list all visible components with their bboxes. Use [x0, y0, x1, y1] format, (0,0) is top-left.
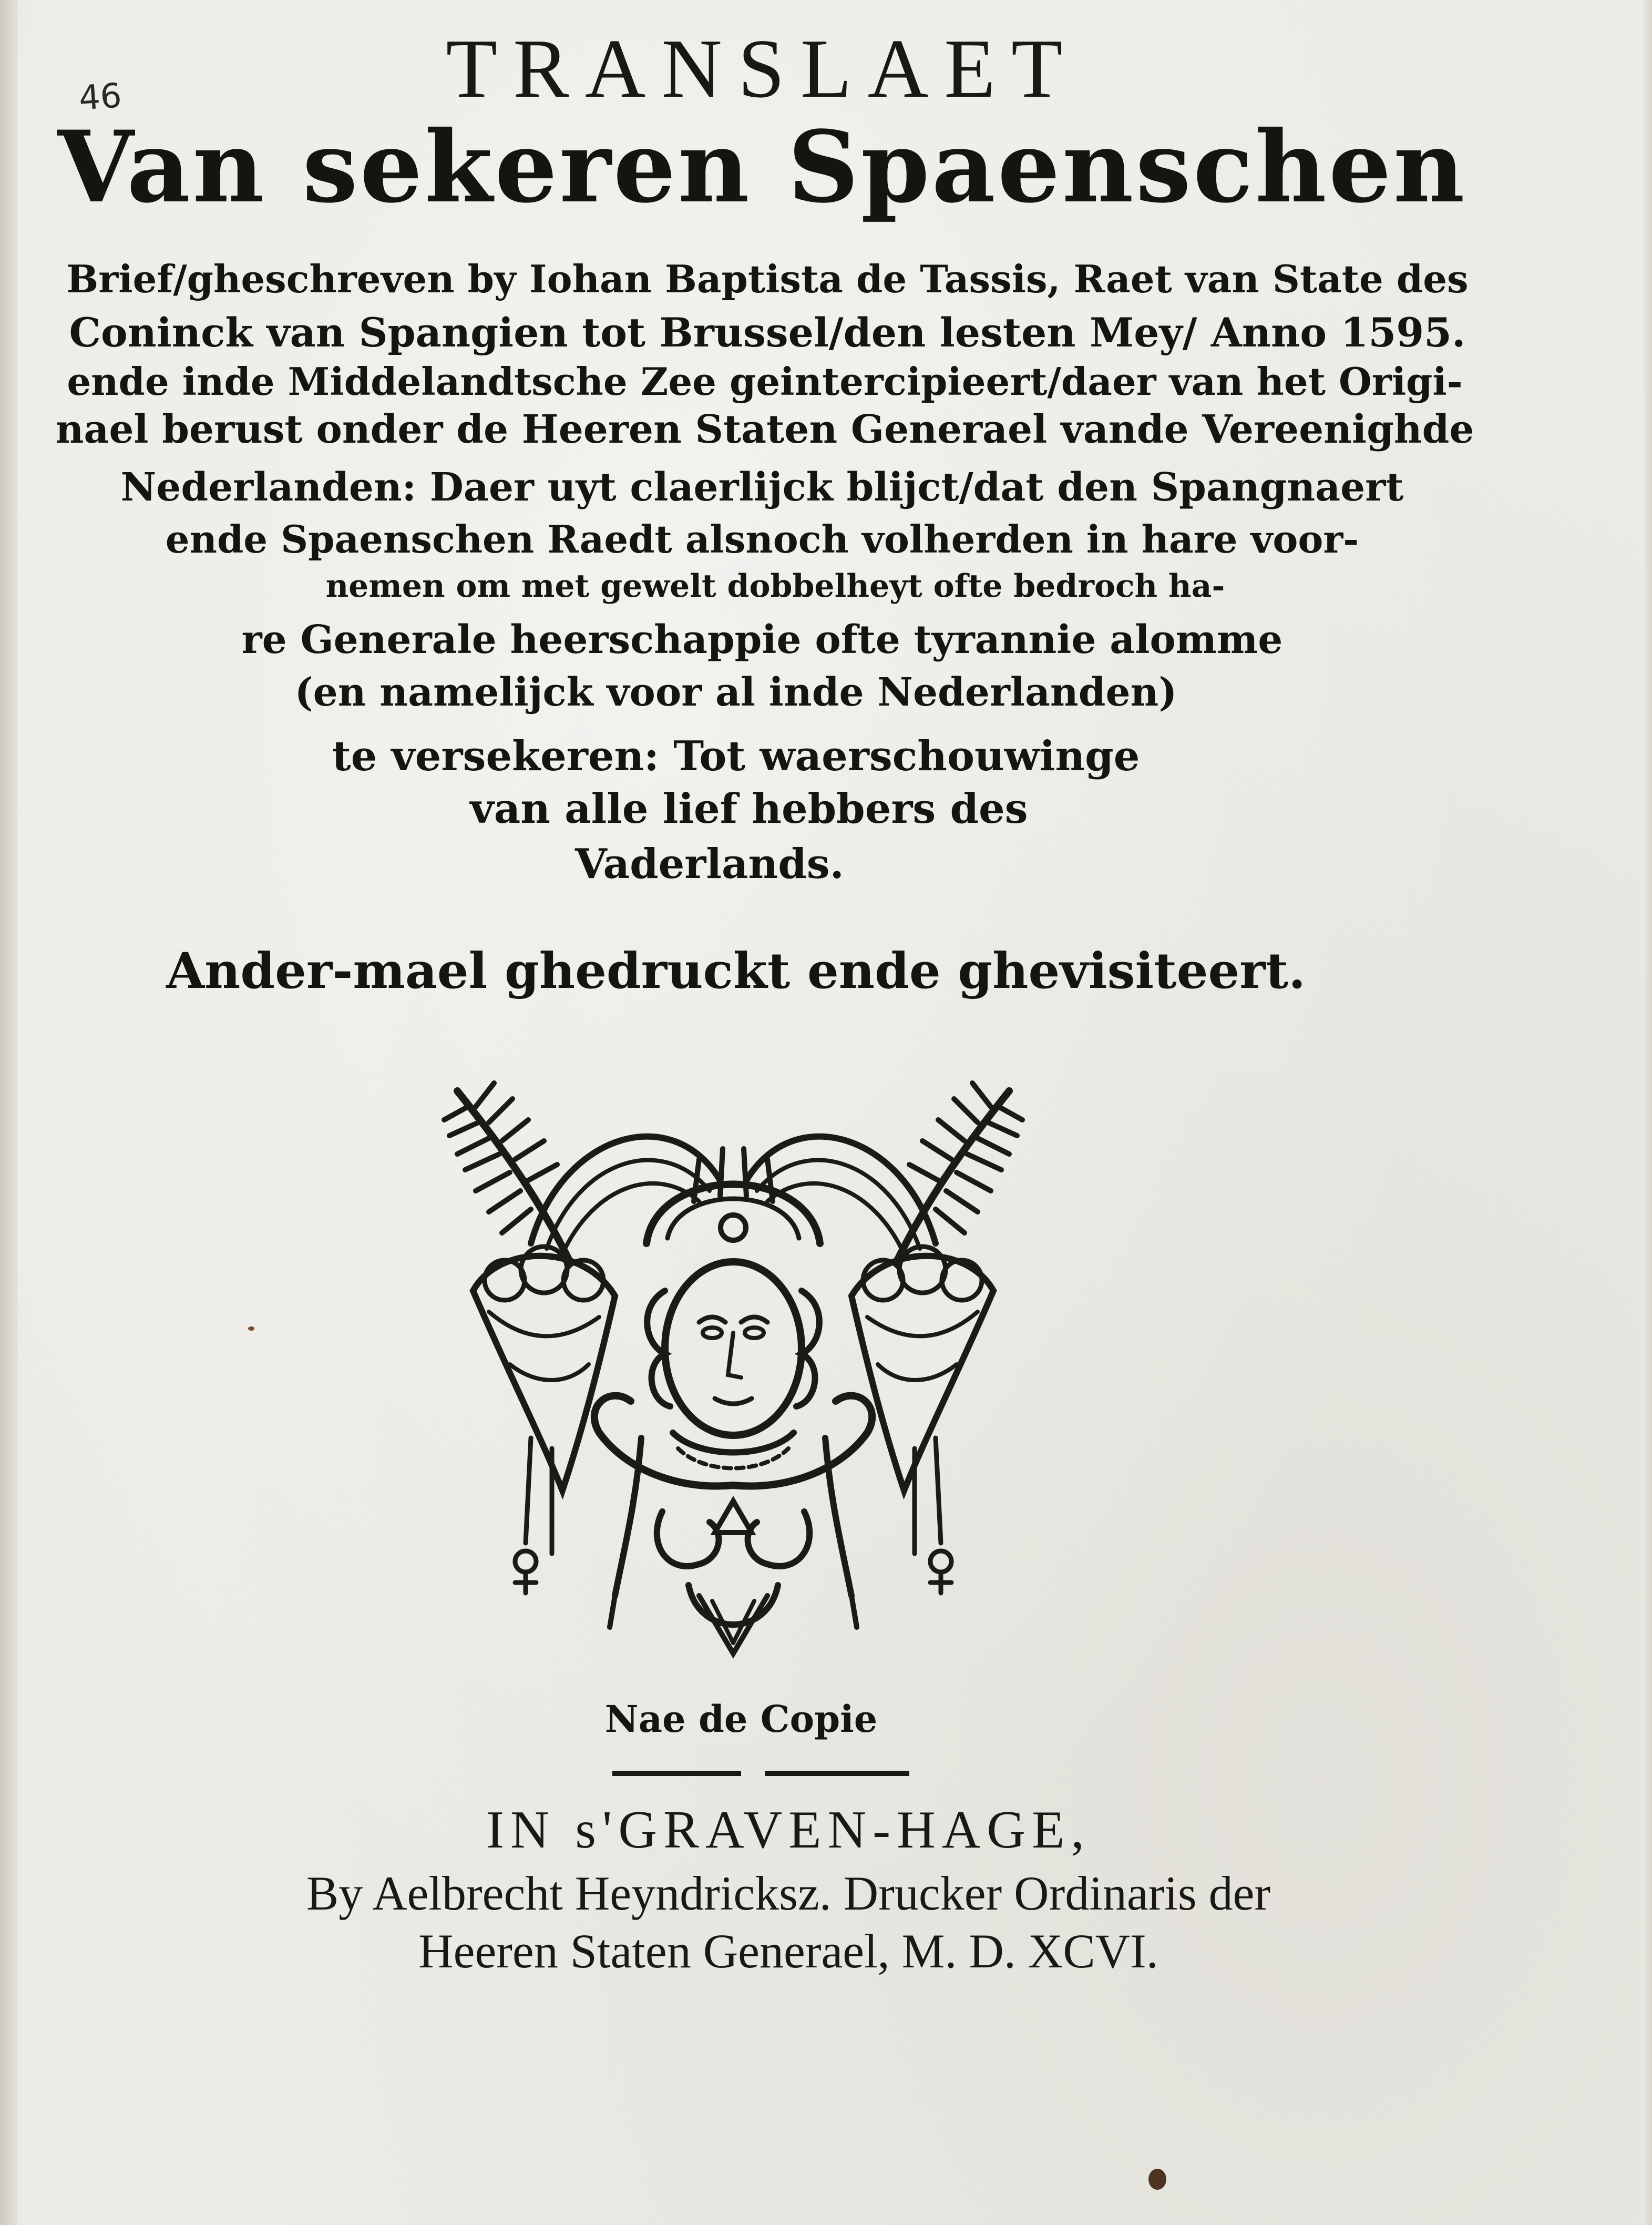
body-line: nemen om met gewelt dobbelheyt ofte bedroch ha- — [325, 568, 1225, 605]
body-line: van alle lief hebbers des — [470, 785, 1028, 833]
ink-spot — [248, 1326, 254, 1331]
edition-subtitle: Ander-mael ghedruckt ende ghevisiteert. — [166, 942, 1306, 1000]
body-line: re Generale heerschappie ofte tyrannie alomme — [241, 617, 1283, 662]
rule-right — [765, 1771, 909, 1776]
body-line: (en namelijck voor al inde Nederlanden) — [294, 670, 1177, 715]
page-left-edge — [0, 0, 18, 2225]
imprint-place: IN s'GRAVEN-HAGE, — [486, 1800, 1091, 1860]
title-translaet: TRANSLAET — [446, 22, 1079, 115]
page-right-edge — [1641, 0, 1652, 2225]
body-line: Nederlanden: Daer uyt claerlijck blijct/dat den Spangnaert — [120, 465, 1404, 510]
imprint-printer: By Aelbrecht Heyndricksz. Drucker Ordinaris der — [306, 1866, 1271, 1920]
body-line: Vaderlands. — [575, 840, 844, 888]
body-line: Coninck van Spangien tot Brussel/den lesten Mey/ Anno 1595. — [69, 309, 1466, 356]
body-line: Brief/gheschreven by Iohan Baptista de Tassis, Raet van State des — [66, 257, 1469, 301]
ink-spot — [1148, 2169, 1166, 2190]
body-line: te versekeren: Tot waerschouwinge — [332, 732, 1140, 780]
title-main: Van sekeren Spaenschen — [57, 109, 1467, 225]
imprint-date: Heeren Staten Generael, M. D. XCVI. — [418, 1924, 1158, 1978]
after-the-copy-label: Nae de Copie — [604, 1697, 878, 1741]
body-line: ende inde Middelandtsche Zee geintercipieert/daer van het Origi- — [67, 359, 1463, 404]
body-line: nael berust onder de Heeren Staten Generael vande Vereenighde — [55, 407, 1474, 452]
woodcut-head-with-cornucopias-icon — [426, 1070, 1041, 1669]
body-line: ende Spaenschen Raedt alsnoch volherden in hare voor- — [165, 517, 1359, 562]
rule-left — [612, 1771, 741, 1776]
handwritten-annotation: 46 — [77, 76, 123, 118]
